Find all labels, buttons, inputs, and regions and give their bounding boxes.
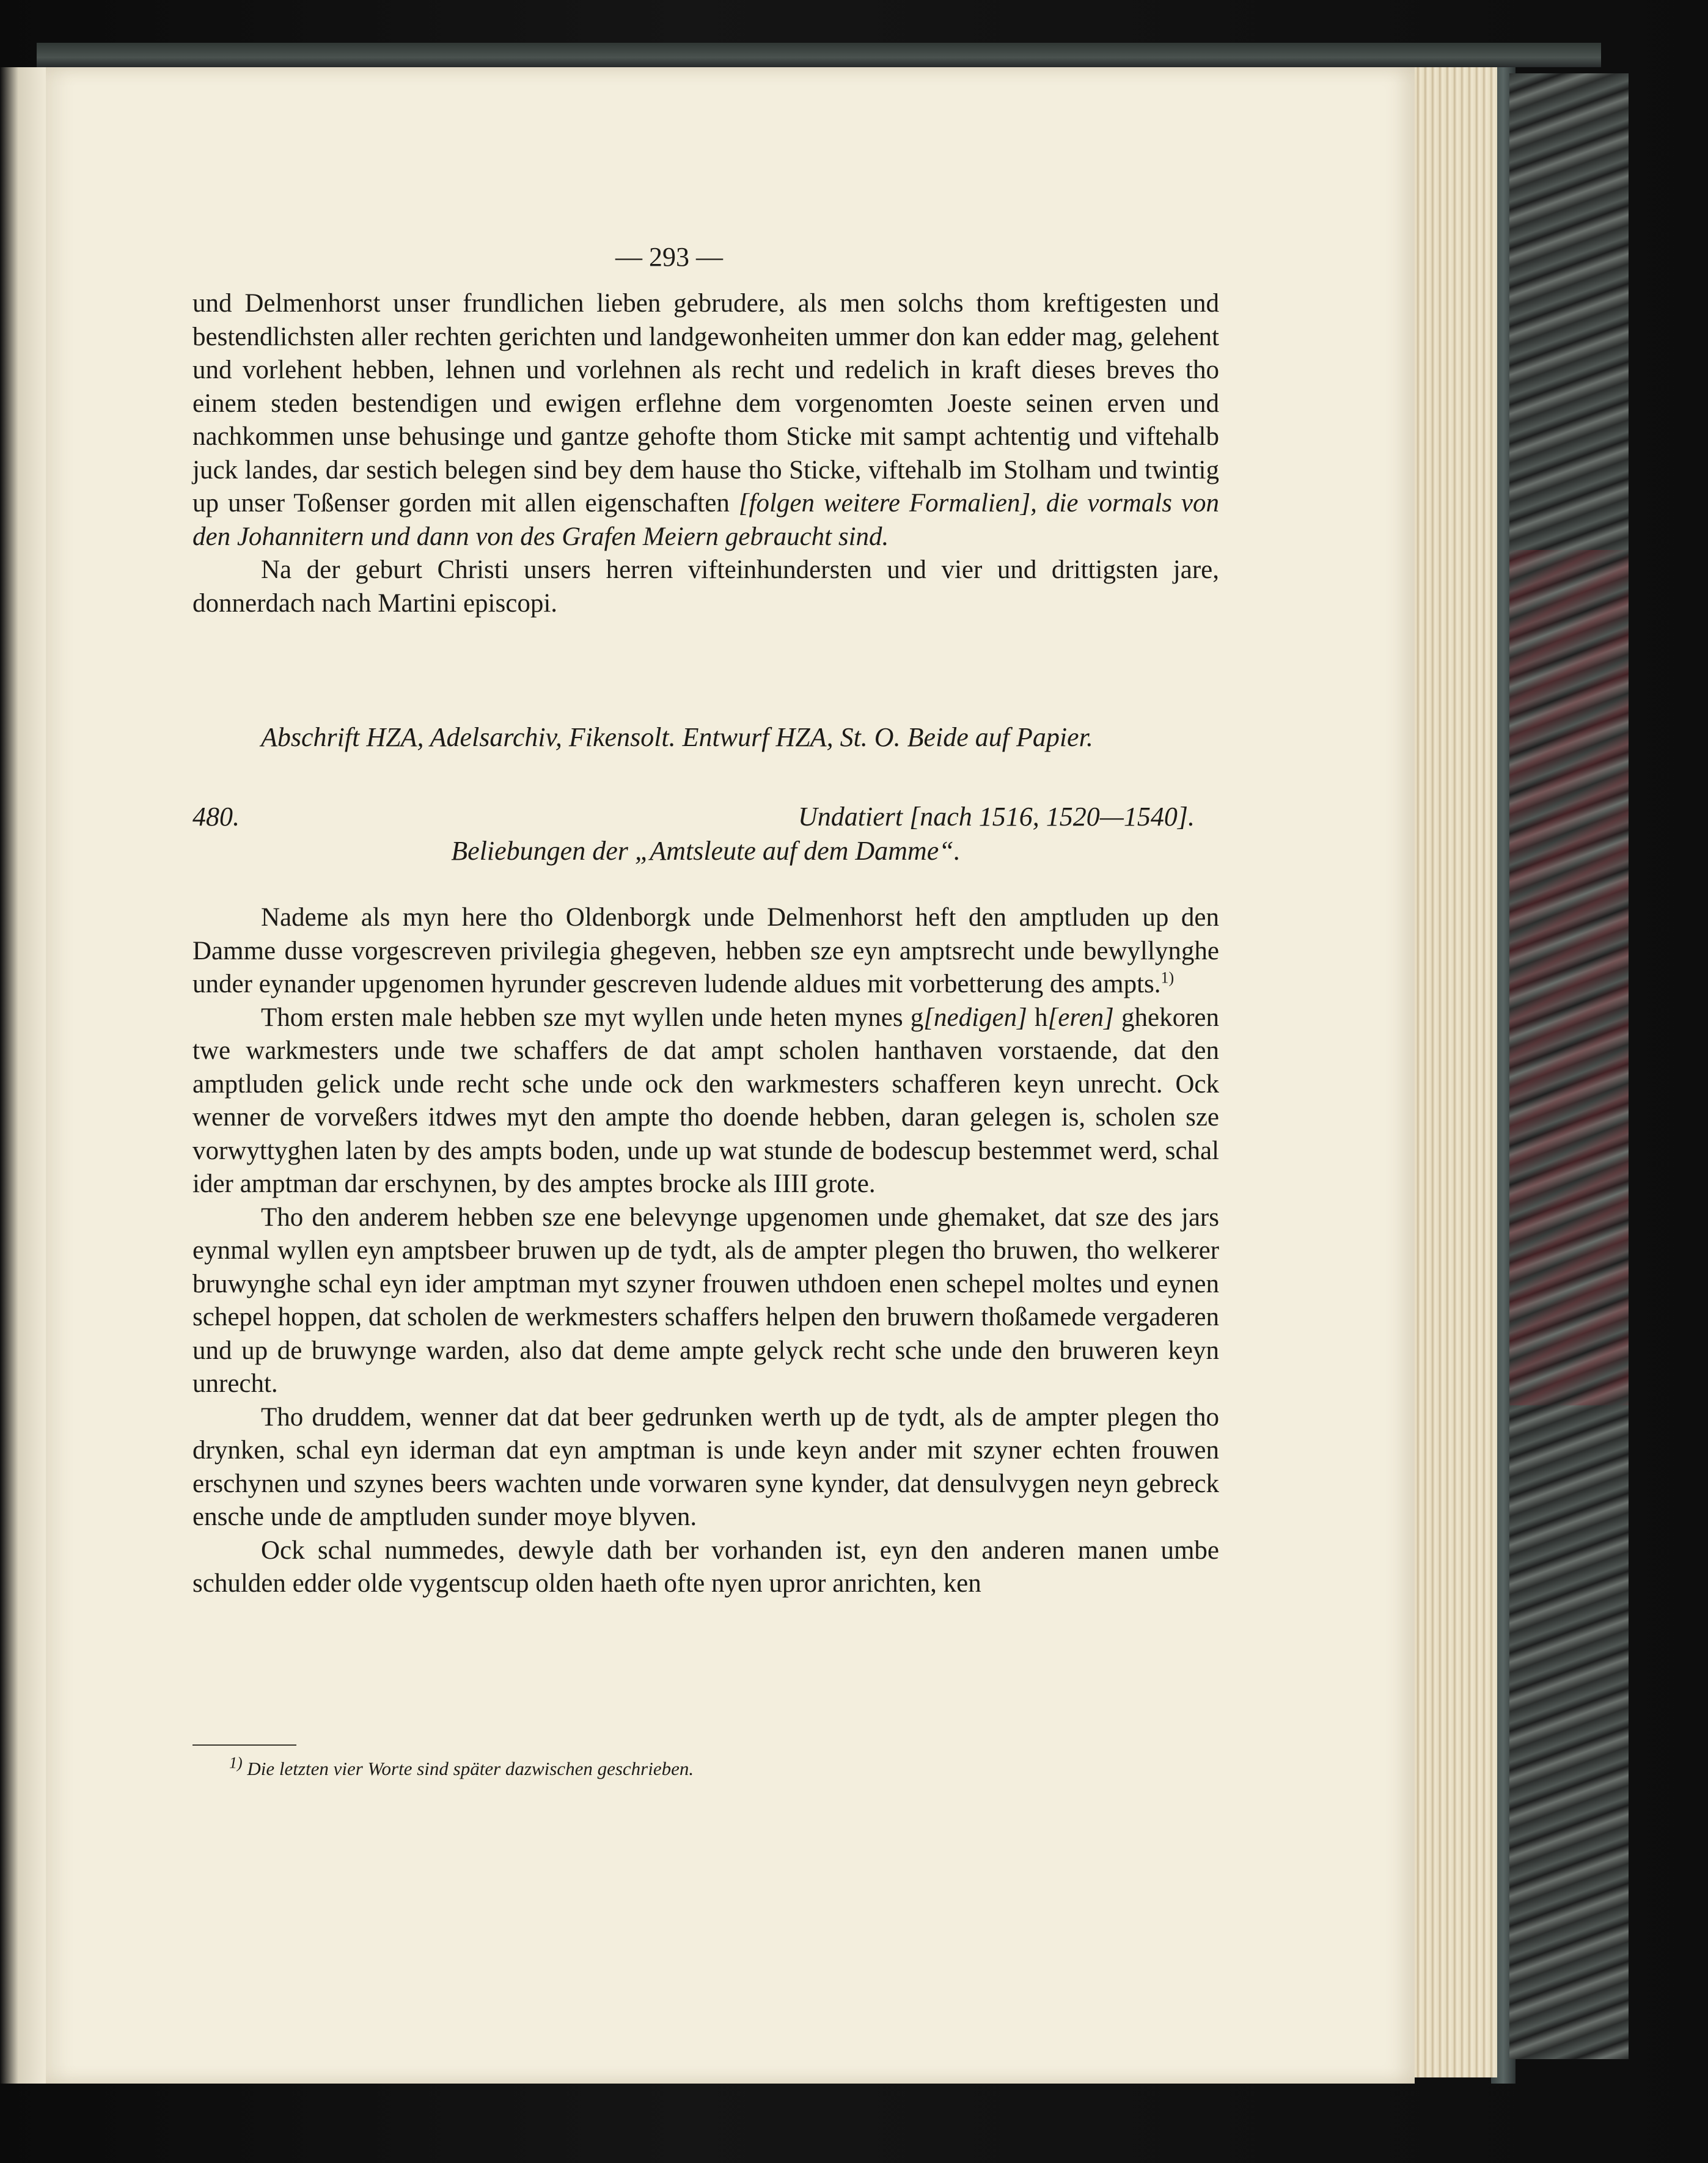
document-body: [192, 901, 1219, 1601]
editorial-expansion: [nedigen]: [923, 1003, 1027, 1032]
paragraph-text: Tho druddem, wenner dat dat beer gedrunken werth up de tydt, als de ampter plegen tho drynken, schal eyn iderman dat eyn amptman is unde keyn ander mit szyner echten frouwen erschynen und szynes beers wachten unde vorwaren syne kynder, dat densulvygen neyn gebreck ensche unde de amptluden sunder moye blyven.: [192, 1402, 1219, 1531]
paragraph-text: Tho den anderem hebben sze ene belevynge upgenomen unde ghemaket, dat sze des jars eynmal wyllen eyn amptsbeer bruwen up de tydt, als de ampter plegen tho bruwen, tho welkerer bruwynghe schal eyn ider amptman myt szyner frouwen uthdoen enen schepel moltes und eynen schepel hoppen, dat scholen de werkmesters schaffers helpen den bruwern thoßamede vergaderen und up de bruwynge warden, also dat deme ampte gelyck recht sche unde den bruweren keyn unrecht.: [192, 1202, 1219, 1398]
book-page: [46, 67, 1415, 2084]
paragraph-text: Thom ersten male hebben sze myt wyllen unde heten mynes g: [261, 1003, 924, 1032]
footnote-rule: [192, 1744, 296, 1746]
footnote-marker: 1): [1160, 968, 1175, 987]
document-number: 480.: [192, 802, 240, 832]
paragraph-text: h: [1027, 1003, 1048, 1032]
footnote-marker: 1): [229, 1754, 243, 1772]
page-stack-edge: [1406, 67, 1497, 2077]
paragraph: [192, 287, 1219, 554]
marbled-board-red: [1509, 550, 1629, 1405]
continued-charter: [192, 287, 1219, 620]
source-note: Abschrift HZA, Adelsarchiv, Fikensolt. Entwurf HZA, St. O. Beide auf Papier.: [261, 722, 1093, 752]
paragraph: [192, 1201, 1219, 1401]
footnote-text: Die letzten vier Worte sind später dazwischen geschrieben.: [247, 1758, 694, 1779]
paragraph: [192, 1534, 1219, 1601]
paragraph: [192, 554, 1219, 620]
paragraph: [192, 901, 1219, 1001]
paragraph-text: Na der geburt Christi unsers herren vifteinhundersten und vier und drittigsten jare, donnerdach nach Martini episcopi.: [192, 555, 1219, 618]
paragraph-text: Nademe als myn here tho Oldenborgk unde Delmenhorst heft den amptluden up den Damme dusse vorgescreven privilegia ghegeven, hebben sze eyn amptsrecht unde bewyllynghe under eynander upgenomen hyrunder gescreven ludende aldues mit vorbetterung des ampts.: [192, 903, 1219, 998]
document-date: Undatiert [nach 1516, 1520—1540].: [798, 802, 1195, 832]
facing-page-edge: [0, 67, 46, 2084]
binding-top-edge: [37, 43, 1601, 67]
editorial-expansion: [eren]: [1047, 1003, 1114, 1032]
paragraph-text: und Delmenhorst unser frundlichen lieben gebrudere, als men solchs thom kreftigesten und bestendlichsten aller rechten gerichten und landgewonheiten ummer don kan edder mag, gelehent und vorlehent hebben, lehnen und vorlehnen als recht und redelich in kraft dieses breves tho einem steden bestendigen und ewigen erflehne dem vorgenomten Joeste seinen erven und nachkommen unse behusinge und gantze gehofte thom Sticke mit sampt achtentig und viftehalb juck landes, dar sestich belegen sind bey dem hause tho Sticke, viftehalb im Stolham und twintig up unser Toßenser gorden mit allen eigenschaften: [192, 289, 1219, 518]
editorial-note: [folgen weitere Formalien], die vormals von den Johannitern und dann von des Grafen Meiern gebraucht sind.: [192, 489, 1219, 551]
footnote: [229, 1754, 1207, 1781]
document-heading: [192, 800, 1219, 874]
paragraph: [192, 1401, 1219, 1534]
paragraph-text: Ock schal nummedes, dewyle dath ber vorhanden ist, eyn den anderen manen umbe schulden edder olde vygentscup olden haeth ofte nyen upror anrichten, ken: [192, 1535, 1219, 1598]
paragraph-text: ghekoren twe warkmesters unde twe schaffers de dat ampt scholen hanthaven vorstaende, dat den amptluden gelick unde recht sche unde ock den warkmesters schafferen keyn unrecht. Ock wenner de vorveßers itdwes myt den ampte tho doende hebben, daran gelegen is, scholen sze vorwyttyghen laten by des ampts boden, unde up wat stunde de bodescup bestemmet werd, schal ider amptman dar erschynen, by des amptes brocke als IIII grote.: [192, 1003, 1220, 1198]
paragraph: [192, 1001, 1219, 1201]
document-title: Beliebungen der „Amtsleute auf dem Damme“.: [451, 836, 961, 866]
page-number: — 293 —: [615, 242, 723, 272]
